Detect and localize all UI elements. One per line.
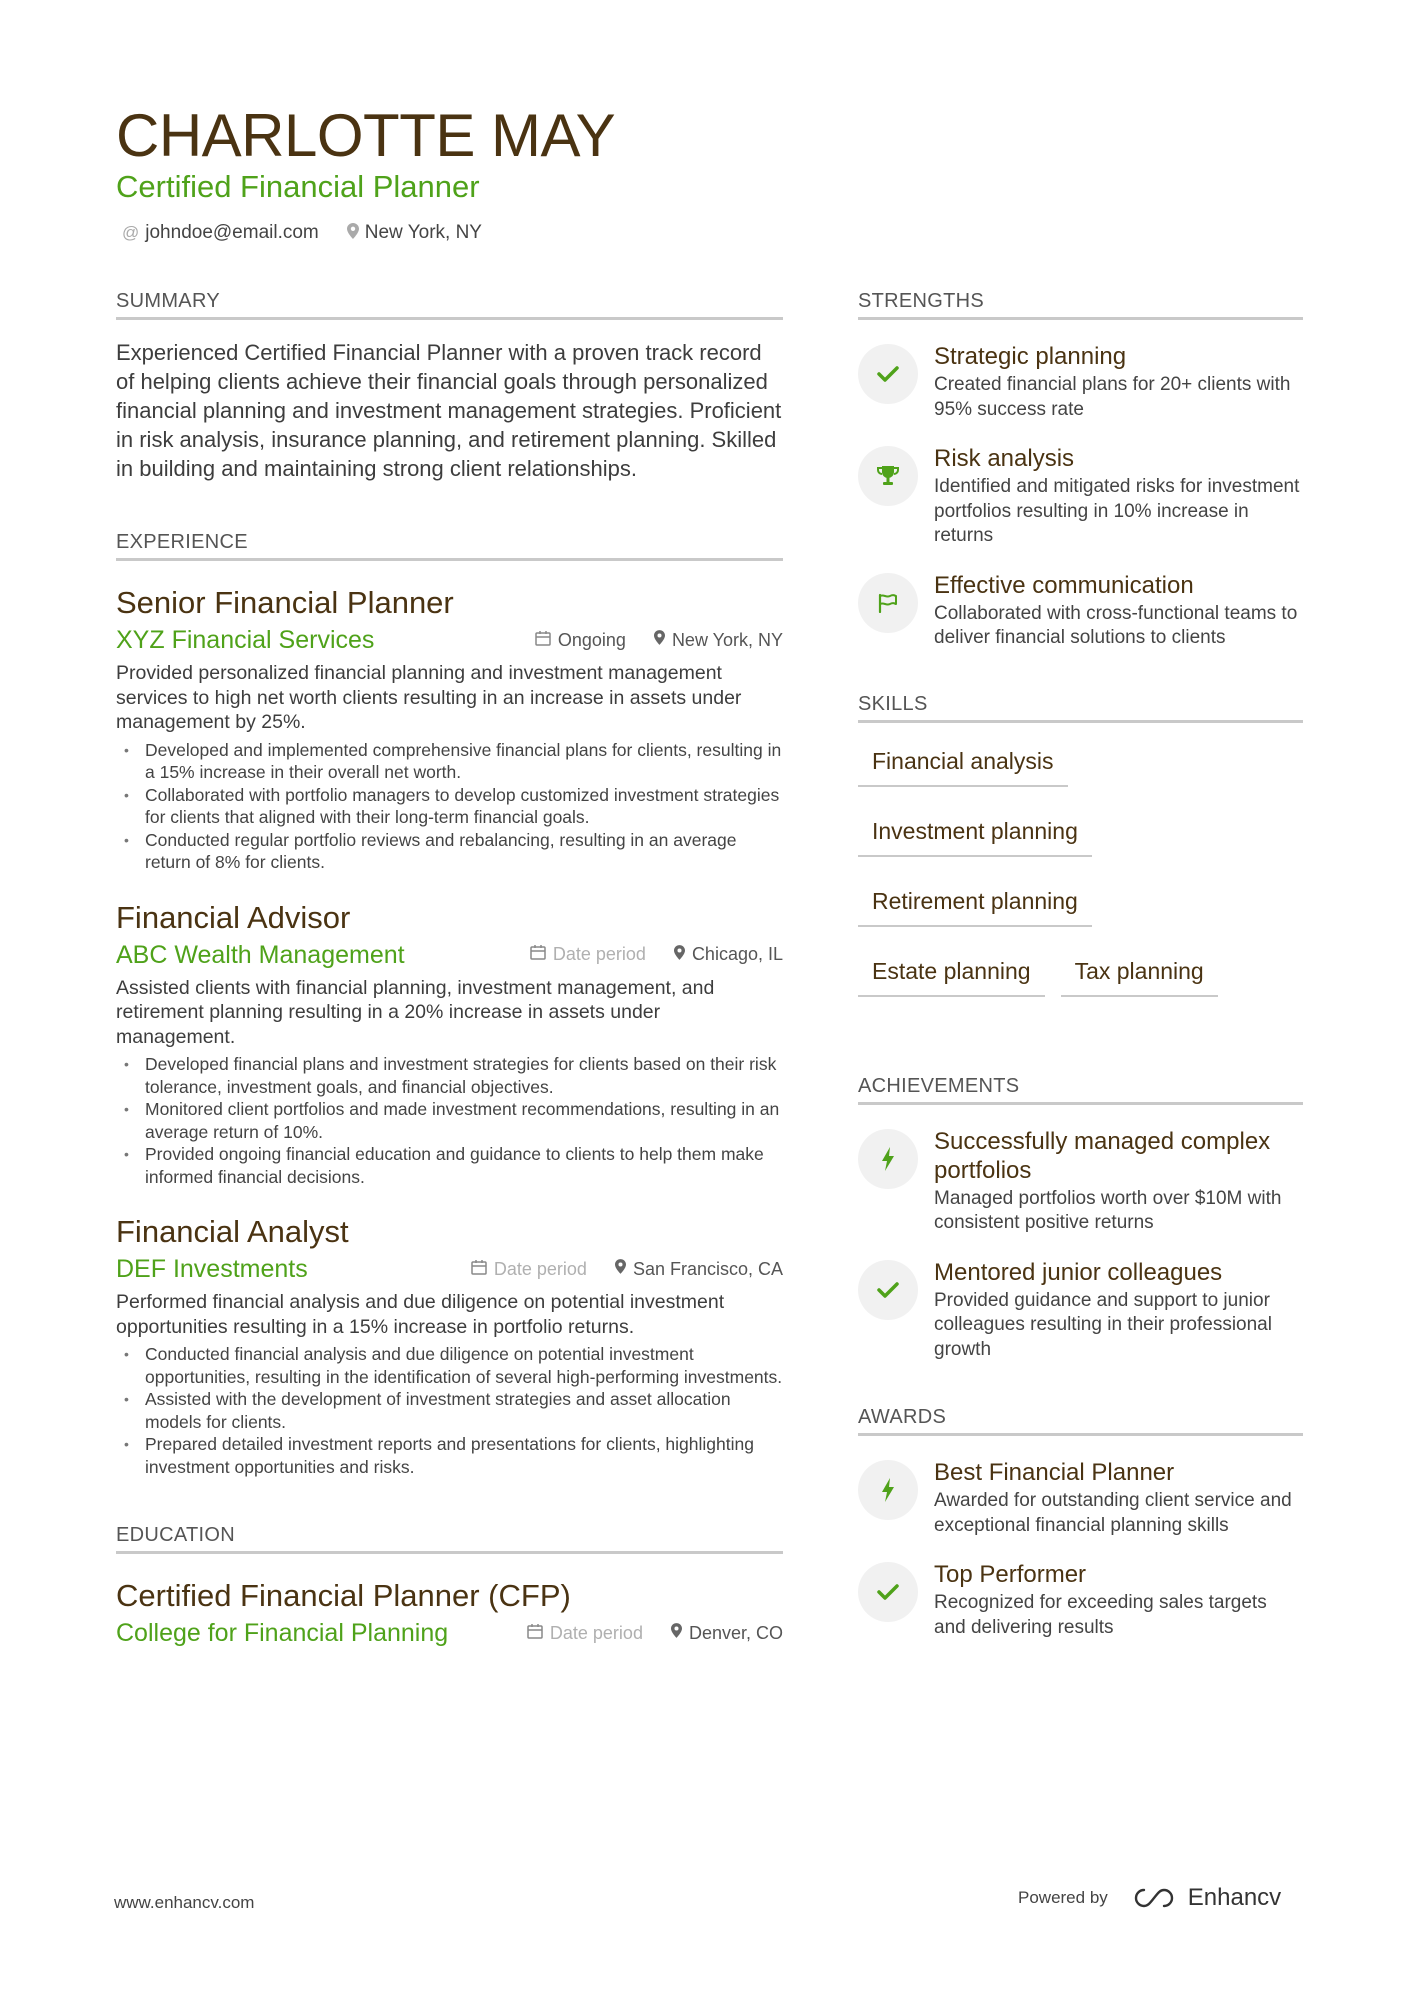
location-pin-icon bbox=[671, 1623, 682, 1643]
location-pin-icon bbox=[654, 630, 665, 650]
job-description: Provided personalized financial planning and investment management services to high net worth clients resulting in an increase in assets under management by 25%. bbox=[116, 662, 742, 733]
date-text: Ongoing bbox=[557, 629, 626, 650]
location-text: Denver, CO bbox=[688, 1622, 783, 1643]
date-text: Date period bbox=[549, 1622, 643, 1643]
job-title: Financial Analyst bbox=[116, 1214, 349, 1249]
candidate-role: Certified Financial Planner bbox=[116, 169, 480, 204]
summary-text: Experienced Certified Financial Planner with a proven track record of helping clients achieve their financial goals through personalized financial planning and investment management strategies. Proficient in risk analysis, insurance planning, and retirement planning. Skilled in building and maintaining strong client relationships. bbox=[116, 340, 782, 481]
strengths-heading: STRENGTHS bbox=[858, 290, 1303, 320]
strength-desc: Created financial plans for 20+ clients with 95% success rate bbox=[934, 374, 1291, 420]
company-name: ABC Wealth Management bbox=[116, 940, 405, 969]
award-desc: Awarded for outstanding client service and exceptional financial planning skills bbox=[934, 1490, 1292, 1536]
strength-desc: Identified and mitigated risks for investment portfolios resulting in 10% increase in returns bbox=[934, 476, 1300, 546]
achievement-item bbox=[858, 1258, 1303, 1363]
enhancv-logo[interactable] bbox=[1132, 1884, 1281, 1912]
skill-tag: Estate planning bbox=[858, 955, 1045, 997]
achievement-desc: Provided guidance and support to junior colleagues resulting in their professional growth bbox=[934, 1289, 1272, 1360]
brand-name: Enhancv bbox=[1187, 1884, 1282, 1911]
powered-by-label: Powered by bbox=[1018, 1888, 1108, 1907]
achievement-title: Successfully managed complex portfolios bbox=[934, 1127, 1271, 1184]
contact-location bbox=[347, 222, 482, 244]
bullet-item: • Prepared detailed investment reports and presentations for clients, highlighting investment opportunities and risks. bbox=[116, 1433, 783, 1478]
flag-icon bbox=[858, 573, 918, 633]
email-text: johndoe@email.com bbox=[145, 222, 319, 243]
job-bullets bbox=[116, 739, 783, 874]
bullet-item: • Developed financial plans and investment strategies for clients based on their risk tolerance, investment goals, and financial objectives. bbox=[116, 1053, 783, 1098]
skills-heading: SKILLS bbox=[858, 693, 1303, 723]
footer-powered-by bbox=[1018, 1884, 1281, 1912]
award-title: Best Financial Planner bbox=[934, 1459, 1175, 1486]
award-item bbox=[858, 1458, 1303, 1538]
achievement-item bbox=[858, 1127, 1303, 1236]
school-name: College for Financial Planning bbox=[116, 1619, 449, 1647]
skill-tag: Investment planning bbox=[858, 815, 1092, 857]
skill-tag: Tax planning bbox=[1061, 955, 1218, 997]
check-icon bbox=[858, 1260, 918, 1320]
achievement-title: Mentored junior colleagues bbox=[934, 1258, 1223, 1286]
footer-website[interactable]: www.enhancv.com bbox=[114, 1893, 255, 1912]
job-location bbox=[615, 1259, 783, 1280]
skills-list bbox=[858, 745, 1303, 997]
achievements-heading: ACHIEVEMENTS bbox=[858, 1075, 1303, 1105]
strength-item bbox=[858, 444, 1303, 549]
calendar-icon bbox=[471, 1259, 487, 1280]
strength-title: Strategic planning bbox=[934, 343, 1127, 370]
job-description: Assisted clients with financial planning, investment management, and retirement planning resulting in a 20% increase in assets under management. bbox=[116, 976, 715, 1048]
right-column bbox=[858, 290, 1303, 1640]
date-text: Date period bbox=[493, 1258, 587, 1279]
experience-heading: EXPERIENCE bbox=[116, 531, 783, 561]
strength-desc: Collaborated with cross-functional teams to deliver financial solutions to clients bbox=[934, 602, 1298, 648]
location-text: Chicago, IL bbox=[691, 944, 783, 964]
bullet-item: • Conducted financial analysis and due diligence on potential investment opportunities, resulting in the identification of several high-performing investments. bbox=[116, 1343, 783, 1388]
job-title: Senior Financial Planner bbox=[116, 585, 454, 620]
location-text: San Francisco, CA bbox=[632, 1258, 783, 1279]
location-pin-icon bbox=[347, 223, 359, 244]
summary-heading: SUMMARY bbox=[116, 290, 783, 320]
enhancv-logo-icon bbox=[1132, 1886, 1178, 1910]
company-name: XYZ Financial Services bbox=[116, 626, 375, 654]
bullet-item: • Collaborated with portfolio managers to develop customized investment strategies for clients that aligned with their long-term financial goals. bbox=[116, 784, 783, 829]
strength-title: Risk analysis bbox=[934, 445, 1075, 472]
check-icon bbox=[858, 344, 918, 404]
contact-info bbox=[122, 222, 482, 244]
job-date bbox=[535, 630, 626, 651]
job-date bbox=[530, 944, 646, 965]
strength-item bbox=[858, 342, 1303, 422]
job-bullets bbox=[116, 1343, 783, 1478]
degree-title: Certified Financial Planner (CFP) bbox=[116, 1578, 571, 1613]
left-column bbox=[116, 290, 783, 1650]
at-icon: @ bbox=[122, 223, 140, 242]
education-date bbox=[527, 1623, 643, 1644]
trophy-icon bbox=[858, 446, 918, 506]
bolt-icon bbox=[858, 1460, 918, 1520]
check-icon bbox=[858, 1562, 918, 1622]
bullet-item: • Monitored client portfolios and made investment recommendations, resulting in an average return of 10%. bbox=[116, 1098, 783, 1143]
bullet-item: • Provided ongoing financial education and guidance to clients to help them make informed financial decisions. bbox=[116, 1143, 783, 1188]
job-location bbox=[674, 944, 783, 965]
strength-item bbox=[858, 571, 1303, 651]
contact-email[interactable] bbox=[122, 222, 319, 244]
strength-title: Effective communication bbox=[934, 571, 1194, 599]
education-item bbox=[116, 1576, 783, 1650]
award-item bbox=[858, 1560, 1303, 1640]
location-text: New York, NY bbox=[671, 629, 783, 650]
company-name: DEF Investments bbox=[116, 1255, 308, 1283]
location-text: New York, NY bbox=[364, 222, 482, 243]
skill-tag: Financial analysis bbox=[858, 745, 1068, 787]
skill-tag: Retirement planning bbox=[858, 885, 1092, 927]
education-heading: EDUCATION bbox=[116, 1524, 783, 1554]
experience-item bbox=[116, 898, 783, 1189]
bullet-item: • Conducted regular portfolio reviews and rebalancing, resulting in an average return of 8% for clients. bbox=[116, 829, 783, 874]
calendar-icon bbox=[530, 944, 546, 965]
calendar-icon bbox=[527, 1623, 543, 1644]
awards-heading: AWARDS bbox=[858, 1406, 1303, 1436]
job-date bbox=[471, 1259, 587, 1280]
award-title: Top Performer bbox=[934, 1561, 1087, 1588]
job-description: Performed financial analysis and due diligence on potential investment opportunities resulting in a 15% increase in portfolio returns. bbox=[116, 1291, 725, 1338]
experience-item bbox=[116, 583, 783, 874]
calendar-icon bbox=[535, 630, 551, 651]
bullet-item: • Assisted with the development of investment strategies and asset allocation models for clients. bbox=[116, 1388, 783, 1433]
location-pin-icon bbox=[674, 945, 685, 965]
job-bullets bbox=[116, 1053, 783, 1188]
bullet-item: • Developed and implemented comprehensive financial plans for clients, resulting in a 15% increase in their overall net worth. bbox=[116, 739, 783, 784]
achievement-desc: Managed portfolios worth over $10M with consistent positive returns bbox=[934, 1187, 1282, 1233]
bolt-icon bbox=[858, 1129, 918, 1189]
experience-item bbox=[116, 1212, 783, 1478]
award-desc: Recognized for exceeding sales targets and delivering results bbox=[934, 1592, 1267, 1638]
date-text: Date period bbox=[552, 944, 646, 964]
job-location bbox=[654, 630, 783, 651]
job-title: Financial Advisor bbox=[116, 899, 351, 935]
candidate-name: CHARLOTTE MAY bbox=[116, 102, 616, 169]
education-location bbox=[671, 1623, 783, 1644]
location-pin-icon bbox=[615, 1259, 626, 1279]
